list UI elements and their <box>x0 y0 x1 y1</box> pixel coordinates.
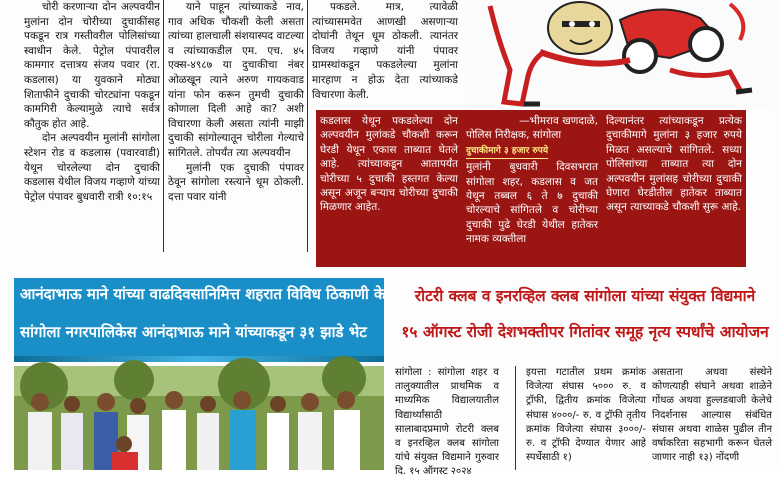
headline-line-1: रोटरी क्लब व इनरव्हिल क्लब सांगोला यांच्या संयुक्त विद्यमाने <box>414 287 756 305</box>
highlight-column-1 <box>320 114 458 262</box>
highlight-text: कडलास येथून पकडलेल्या दोन अल्पवयीन मुलांकडे चौकशी करून घेरडी येथून एकास ताब्यात घेतले आहे. त्यांच्याकडून आतापर्यंत चोरीच्या ५ दुचाकी हस्तगत केल्या असून अजून बऱ्याच चोरीच्या दुचाकी मिळणार आहेत. <box>320 115 458 214</box>
article-paragraph: असताना अथवा संस्थेने कोणत्याही संघाने अथवा शाळेने गोंधळ अथवा हुल्लडबाजी केलेचे निदर्शनास आल्यास संबंधित संघास अथवा शाळेस पुढील तीन वर्षाकरिता सहभागी करून घेतले जाणार नाही १३) नोंदणी <box>652 367 772 464</box>
byline: —भीमराव खणदाळे, <box>519 115 598 127</box>
headline-line-2: १५ ऑगस्ट रोजी देशभक्तीपर गितांवर समूह नृत्य स्पर्धांचे आयोजन <box>401 323 769 341</box>
thief-motorcycle-illustration <box>470 0 770 108</box>
byline-role: पोलिस निरीक्षक, सांगोला <box>466 129 562 142</box>
tree-plantation-headline <box>14 278 454 362</box>
rotary-club-headline <box>395 286 775 342</box>
group-photo <box>14 366 384 470</box>
column-divider <box>307 0 308 252</box>
article-column-2 <box>168 0 304 252</box>
article-paragraph: याने पाहून त्यांच्याकडे नाव, गाव अधिक चौकशी केली असता त्यांच्या हालचाली संशयास्पद वाटल्या व त्यांच्याकडील एम. एच. ४५ एक्स-४९८७ या दुचाकीचा नंबर ओळखून त्याने अरुण गायकवाड यांना फोन करून तुमची दुचाकी कोणाला दिली आहे का? अशी विचारणा केली असता त्यांनी माझी दुचाकी सांगोल्यातून चोरीला गेल्याचे सांगितले. तोपर्यंत त्या अल्पवयीन <box>168 1 304 159</box>
highlight-text: दिल्यानंतर त्यांच्याकडून प्रत्येक दुचाकीमागे मुलांना ३ हजार रुपये मिळत असल्याचे सांगितले. सध्या पोलिसांच्या ताब्यात त्या दोन अल्पवयीन मुलांसह चोरीच्या दुचाकी घेणारा घेरडीतील हातेकर ताब्यात असून त्याच्याकडे चौकशी सुरू आहे. <box>606 115 742 214</box>
article-column-3 <box>312 0 458 108</box>
column-divider <box>515 366 516 470</box>
headline-line-2: सांगोला नगरपालिकेस आनंदाभाऊ माने यांच्याकडून ३१ झाडे भेट <box>20 323 367 341</box>
headline-underline <box>14 356 384 362</box>
rotary-article-column-3 <box>652 366 772 470</box>
article-paragraph: मुलांनी एक दुचाकी पंपावर ठेवून सांगोला रस्त्याने धूम ठोकली. दत्ता पवार यांनी <box>168 161 304 203</box>
article-paragraph: दोन अल्पवयीन मुलांनी सांगोला स्टेशन रोड व कडलास (पवारवाडी) येथून चोरलेल्या दोन दुचाकी कडलास येथील विजय गव्हाणे यांच्या पेट्रोल पंपावर बुधवारी रात्री १०:१५ <box>24 132 160 203</box>
sub-heading: दुचाकीमागे ३ हजार रुपये <box>466 144 548 159</box>
column-divider <box>163 0 164 252</box>
article-paragraph: इयत्ता गटातील प्रथम क्रमांक विजेत्या संघास ५००० रु. व ट्रॉफी, द्वितीय क्रमांक विजेत्या संघास ४०००/- रु. व ट्रॉफी तृतीय क्रमांक विजेत्या संघास ३०००/- रु. व ट्रॉफी देण्यात येणार आहे स्पर्धेसाठी १) <box>526 367 646 464</box>
headline-line-1: आनंदाभाऊ माने यांच्या वाढदिवसानिमित्त शहरात विविध ठिकाणी केले वृक्षारोपण <box>20 285 454 303</box>
rotary-article-column-1 <box>395 366 499 478</box>
article-paragraph: सांगोला : सांगोला शहर व तालुक्यातील प्राथमिक व माध्यमिक विद्यालयातील विद्यार्थ्यांसाठी सालाबादप्रमाणे रोटरी क्लब व इनरव्हिल क्लब सांगोला यांचे संयुक्त विद्यमाने गुरुवार दि. १५ ऑगस्ट २०२४ <box>395 367 499 478</box>
highlight-box <box>316 110 746 267</box>
highlight-column-3 <box>606 114 742 262</box>
highlight-column-2 <box>466 114 598 262</box>
article-column-1 <box>24 0 160 252</box>
article-paragraph: चोरी करणाऱ्या दोन अल्पवयीन मुलांना दोन चोरीच्या दुचाकींसह पकडून रात्र गस्तीवरील पोलिसांच्या स्वाधीन केले. पेट्रोल पंपावरील कामगार दत्तात्रय संजय पवार (रा. कडलास) या युवकाने मोठ्या शिताफीने दुचाकी चोरट्यांना पकडून कामगिरी केल्यामुळे त्याचे सर्वत्र कौतुक होत आहे. <box>24 1 160 130</box>
rotary-article-column-2 <box>526 366 646 470</box>
highlight-text: मुलांनी बुधवारी दिवसभरात सांगोला शहर, कडलास व जत येथून तब्बल ६ ते ७ दुचाकी चोरल्याचे सांगितले व चोरीच्या दुचाकी पुढे घेरडी येथील हातेकर नामक व्यक्तीला <box>466 161 598 246</box>
article-paragraph: पकडले. मात्र, त्यावेळी त्यांच्यासमवेत आणखी असणाऱ्या दोघांनी तेथून धूम ठोकली. त्यानंतर विजय गव्हाणे यांनी पंपावर ग्रामस्थांकडून पकडलेल्या मुलांना मारहाण न होऊ देता त्यांच्याकडे विचारणा केली. <box>312 1 458 101</box>
